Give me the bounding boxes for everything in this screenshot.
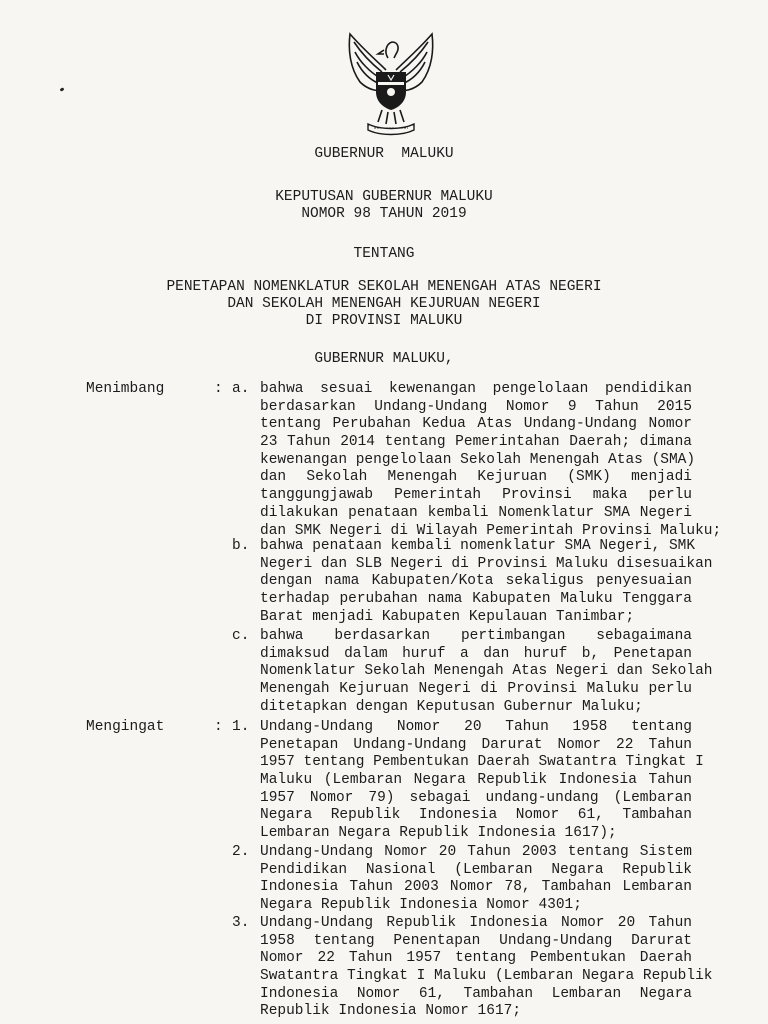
issuer-heading: GUBERNUR MALUKU xyxy=(314,146,454,162)
text-line: berdasarkan Undang-Undang Nomor 9 Tahun 2015 xyxy=(260,398,692,415)
text-line: bahwa penataan kembali nomenklatur SMA Negeri, SMK xyxy=(260,538,696,554)
garuda-emblem-icon xyxy=(338,30,444,138)
about-heading: TENTANG xyxy=(353,246,415,262)
text-line: Republik Indonesia Nomor 1617; xyxy=(260,1003,522,1020)
scan-speck xyxy=(60,87,65,92)
text-line: tentang Perubahan Kedua Atas Undang-Undang Nomor xyxy=(260,416,692,433)
decree-title: KEPUTUSAN GUBERNUR MALUKU xyxy=(275,189,493,205)
menimbang-label: Menimbang xyxy=(86,381,165,397)
decree-number: NOMOR 98 TAHUN 2019 xyxy=(301,206,467,222)
text-line: Undang-Undang Nomor 20 Tahun 2003 tentang Sistem xyxy=(260,844,692,860)
text-line: Menengah Kejuruan Negeri di Provinsi Maluku perlu xyxy=(260,681,692,698)
text-line: Pendidikan Nasional (Lembaran Negara Republik xyxy=(260,861,692,878)
text-line: dilakukan penataan kembali Nomenklatur SMA Negeri xyxy=(260,504,692,521)
authority-heading: GUBERNUR MALUKU, xyxy=(314,351,454,367)
subject-line: DAN SEKOLAH MENENGAH KEJURUAN NEGERI xyxy=(227,296,541,312)
text-line: 1957 Nomor 79) sebagai undang-undang (Lembaran xyxy=(260,789,692,806)
mengingat-item-2 xyxy=(260,844,692,915)
text-line: Indonesia Nomor 61, Tambahan Lembaran Negara xyxy=(260,985,692,1002)
text-line: Penetapan Undang-Undang Darurat Nomor 22 Tahun xyxy=(260,736,692,753)
text-line: Undang-Undang Republik Indonesia Nomor 20 Tahun xyxy=(260,915,692,931)
item-marker: b. xyxy=(232,538,250,554)
text-line: Negara Republik Indonesia Nomor 61, Tambahan xyxy=(260,807,692,824)
text-line: 1958 tentang Penentapan Undang-Undang Darurat xyxy=(260,932,692,949)
menimbang-item-a xyxy=(260,381,722,540)
text-line: terhadap perubahan nama Kabupaten Maluku Tenggara xyxy=(260,591,692,608)
item-marker: 3. xyxy=(232,915,250,931)
subject-line: DI PROVINSI MALUKU xyxy=(305,313,463,329)
item-marker: a. xyxy=(232,381,250,397)
menimbang-item-c xyxy=(260,628,713,716)
mengingat-label: Mengingat xyxy=(86,719,165,735)
text-line: dan SMK Negeri di Wilayah Pemerintah Provinsi Maluku; xyxy=(260,522,722,539)
text-line: Negara Republik Indonesia Nomor 4301; xyxy=(260,897,582,914)
menimbang-item-b xyxy=(260,538,713,626)
text-line: bahwa sesuai kewenangan pengelolaan pendidikan xyxy=(260,381,692,397)
mengingat-item-3 xyxy=(260,915,713,1021)
section-colon: : xyxy=(214,381,223,397)
item-marker: c. xyxy=(232,628,250,644)
text-line: Lembaran Negara Republik Indonesia 1617); xyxy=(260,825,617,842)
text-line: Swatantra Tingkat I Maluku (Lembaran Negara Republik xyxy=(260,968,713,985)
text-line: ditetapkan dengan Keputusan Gubernur Maluku; xyxy=(260,698,643,715)
text-line: dimaksud dalam huruf a dan huruf b, Penetapan xyxy=(260,645,692,662)
text-line: 23 Tahun 2014 tentang Pemerintahan Daerah; dimana xyxy=(260,434,692,451)
mengingat-item-1 xyxy=(260,719,704,843)
section-colon: : xyxy=(214,719,223,735)
text-line: 1957 tentang Pembentukan Daerah Swatantra Tingkat I xyxy=(260,754,704,771)
item-marker: 2. xyxy=(232,844,250,860)
text-line: Maluku (Lembaran Negara Republik Indonesia Tahun xyxy=(260,772,692,789)
text-line: bahwa berdasarkan pertimbangan sebagaimana xyxy=(260,628,692,644)
item-marker: 1. xyxy=(232,719,250,735)
text-line: dan Sekolah Menengah Kejuruan (SMK) menjadi xyxy=(260,469,692,486)
text-line: Nomor 22 Tahun 1957 tentang Pembentukan Daerah xyxy=(260,950,692,967)
text-line: tanggungjawab Pemerintah Provinsi maka perlu xyxy=(260,487,692,504)
text-line: Nomenklatur Sekolah Menengah Atas Negeri dan Sekolah xyxy=(260,663,713,680)
text-line: Undang-Undang Nomor 20 Tahun 1958 tentang xyxy=(260,719,692,735)
text-line: kewenangan pengelolaan Sekolah Menengah Atas (SMA) xyxy=(260,451,696,468)
text-line: Barat menjadi Kabupaten Kepulauan Tanimbar; xyxy=(260,608,635,625)
text-line: dengan nama Kabupaten/Kota sekaligus penyesuaian xyxy=(260,573,692,590)
subject-line: PENETAPAN NOMENKLATUR SEKOLAH MENENGAH ATAS NEGERI xyxy=(166,279,602,295)
text-line: Negeri dan SLB Negeri di Provinsi Maluku disesuaikan xyxy=(260,555,713,572)
text-line: Indonesia Tahun 2003 Nomor 78, Tambahan Lembaran xyxy=(260,879,692,896)
